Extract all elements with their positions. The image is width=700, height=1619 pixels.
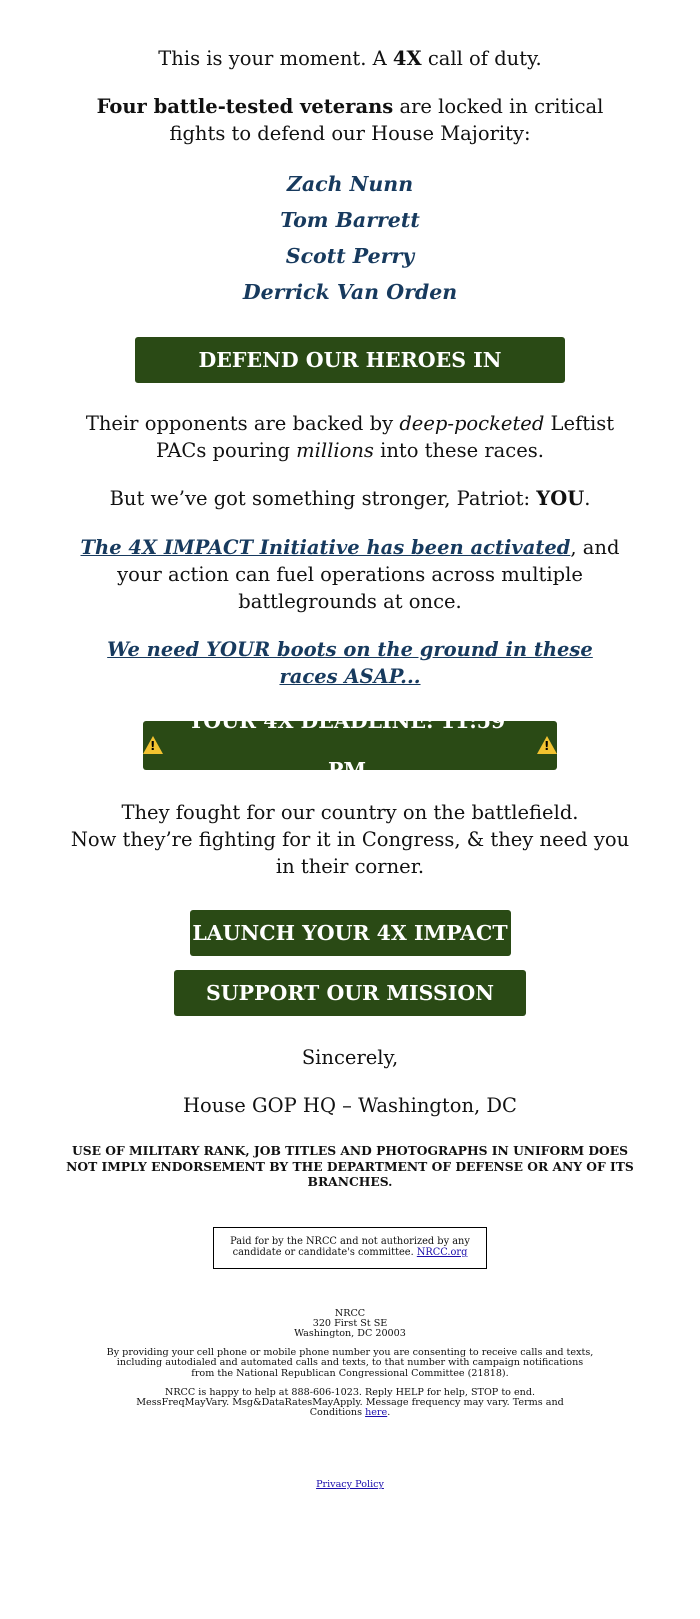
- paid-for-text: Paid for by the NRCC and not authorized by any candidate or candidate's committee.: [230, 1235, 470, 1258]
- candidate-name: Derrick Van Orden: [242, 280, 458, 304]
- candidate-name: Tom Barrett: [280, 208, 420, 232]
- veterans-paragraph: [70, 93, 630, 147]
- support-mission-button[interactable]: SUPPORT OUR MISSION NOW: [174, 970, 526, 1016]
- impact-text: , and your action can fuel operations across multiple battlegrounds at once.: [117, 536, 620, 613]
- impact-initiative-link[interactable]: The 4X IMPACT Initiative has been activated: [80, 536, 571, 559]
- stronger-end: .: [584, 487, 591, 510]
- consent-text: By providing your cell phone or mobile phone number you are consenting to receive calls and texts, including autodialed and automated calls and texts, to that number with campaign notifications from the National Republican Congressional Committee (21818).: [106, 1347, 594, 1379]
- defend-heroes-button[interactable]: DEFEND OUR HEROES IN CONGRESS: [135, 337, 565, 383]
- opponents-italic: deep-pocketed: [399, 412, 545, 435]
- paid-for-box: [213, 1227, 487, 1269]
- intro-bold: 4X: [392, 47, 422, 70]
- intro-line: [70, 45, 630, 72]
- terms-link[interactable]: here: [365, 1407, 388, 1419]
- boots-on-ground-link[interactable]: We need YOUR boots on the ground in these races ASAP...: [107, 638, 593, 688]
- impact-paragraph: [60, 534, 640, 615]
- candidate-list: [0, 166, 700, 310]
- sincerely: Sincerely,: [301, 1046, 399, 1069]
- launch-impact-button[interactable]: LAUNCH YOUR 4X IMPACT: [190, 910, 511, 956]
- privacy-policy-link[interactable]: Privacy Policy: [316, 1479, 384, 1491]
- fought-line-1: They fought for our country on the battlefield.: [121, 801, 579, 824]
- signature: House GOP HQ – Washington, DC: [183, 1094, 517, 1117]
- stronger-text: But we’ve got something stronger, Patriot:: [109, 487, 537, 510]
- candidate-name: Scott Perry: [285, 244, 415, 268]
- warning-icon: [537, 736, 557, 754]
- stronger-bold: YOU: [536, 487, 585, 510]
- veterans-text: are locked in critical fights to defend our House Majority:: [169, 95, 604, 145]
- opponents-text: Their opponents are backed by: [85, 412, 400, 435]
- intro-text-end: call of duty.: [421, 47, 542, 70]
- dod-disclaimer: USE OF MILITARY RANK, JOB TITLES AND PHOTOGRAPHS IN UNIFORM DOES NOT IMPLY ENDORSEMENT BY THE DEPARTMENT OF DEFENSE OR ANY OF ITS BRANCHES.: [66, 1143, 634, 1189]
- opponents-text: Leftist PACs pouring: [156, 412, 615, 462]
- opponents-italic: millions: [296, 439, 374, 462]
- help-text: [130, 1388, 570, 1419]
- veterans-bold: Four battle-tested veterans: [96, 95, 394, 118]
- org-city: Washington, DC 20003: [294, 1327, 406, 1339]
- stronger-line: [70, 485, 630, 512]
- nrcc-link[interactable]: NRCC.org: [416, 1247, 468, 1258]
- fought-line-2: Now they’re fighting for it in Congress, & they need you in their corner.: [70, 828, 630, 878]
- privacy-line: [0, 1480, 700, 1490]
- help-end: .: [387, 1407, 391, 1419]
- org-street: 320 First St SE: [312, 1317, 388, 1329]
- deadline-label: YOUR 4X DEADLINE: 11:59 PM: [188, 708, 506, 782]
- deadline-button[interactable]: [143, 708, 557, 782]
- warning-icon: [143, 736, 163, 754]
- opponents-text: into these races.: [373, 439, 544, 462]
- candidate-name: Zach Nunn: [286, 172, 414, 196]
- opponents-paragraph: [80, 410, 620, 464]
- help-body: NRCC is happy to help at 888-606-1023. Reply HELP for help, STOP to end. MessFreqMayVary. Msg&DataRatesMayApply. Message frequency may vary. Terms and Conditions: [136, 1386, 564, 1419]
- org-name: NRCC: [334, 1307, 366, 1319]
- intro-text: This is your moment. A: [158, 47, 393, 70]
- boots-paragraph: [90, 636, 610, 690]
